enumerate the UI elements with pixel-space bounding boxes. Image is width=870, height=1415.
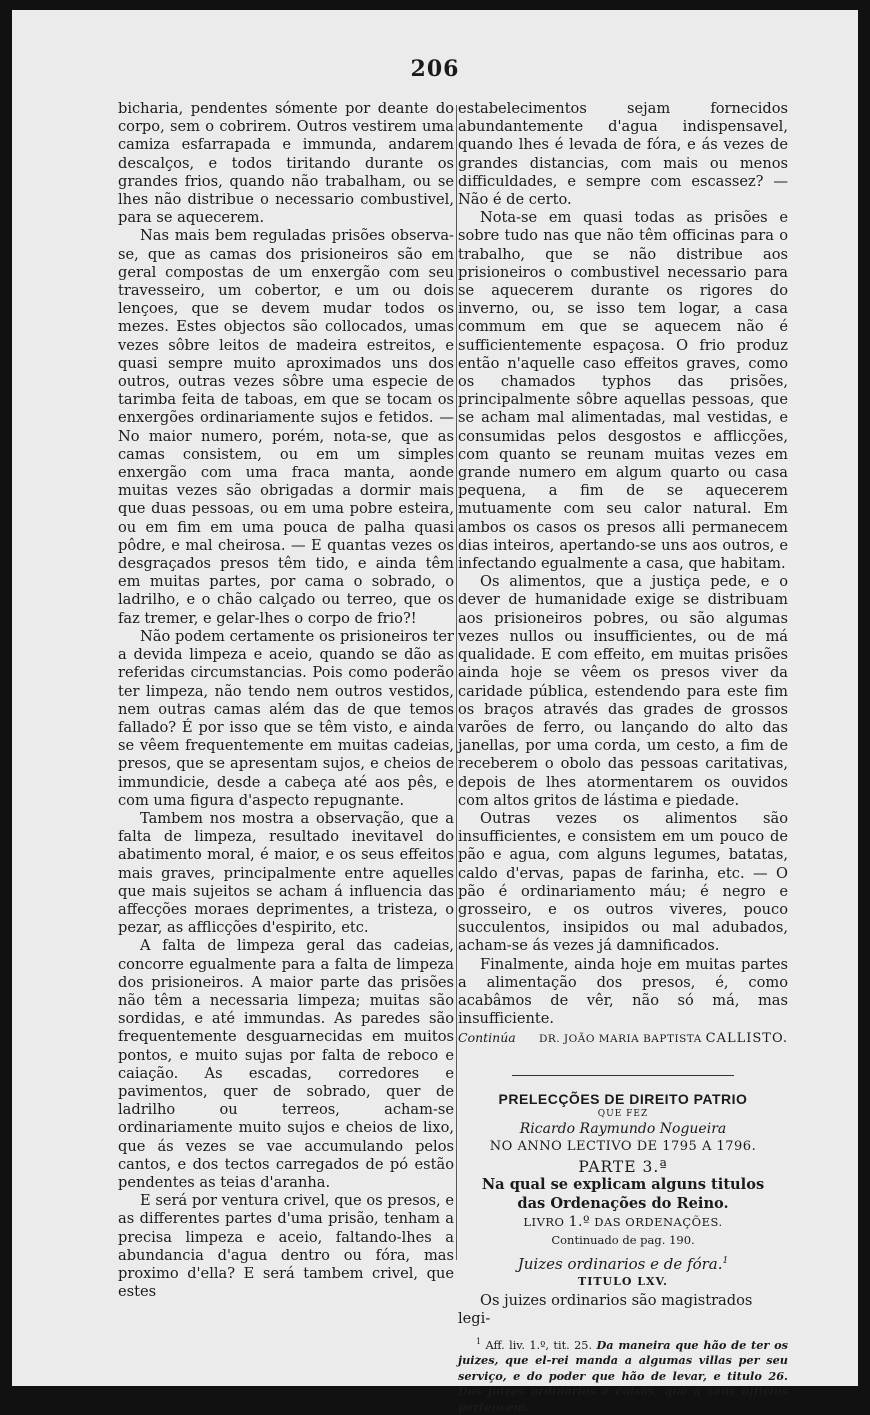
book-line <box>458 1213 788 1231</box>
footnote-mark: 1 <box>476 1337 482 1346</box>
left-column <box>118 100 454 1301</box>
paragraph: Outras vezes os alimentos são insufficientes, e consistem em um pouco de pão e agua, com alguns legumes, batatas, caldo d'ervas, papas de farinha, etc. — O pão é ordinariamento máu; é negro e grosseiro, e os outros viveres, pouco succulentos, insipidos ou mal adubados, acham-se ás vezes já damnificados. <box>458 809 788 955</box>
article-signature <box>458 1029 788 1048</box>
paragraph: estabelecimentos sejam fornecidos abundantemente d'agua indispensavel, quando lhes é levada de fóra, e ás vezes de grandes distancias, com mais ou menos difficuldades, e sempre com escassez? — Não é de certo. <box>458 100 788 209</box>
juizes-text: Juizes ordinarios e de fóra. <box>517 1255 723 1274</box>
titulo-heading: TITULO LXV. <box>578 1275 668 1289</box>
livro-suffix: DAS ORDENAÇÕES. <box>594 1214 723 1229</box>
right-column <box>458 100 788 1415</box>
continua-label: Continúa <box>458 1030 516 1046</box>
section-separator <box>512 1075 734 1076</box>
section-author: Ricardo Raymundo Nogueira <box>519 1120 727 1137</box>
author-prefix: DR. JOÃO MARIA BAPTISTA <box>538 1033 702 1046</box>
continued-note: Continuado de pag. 190. <box>551 1232 695 1247</box>
paragraph: Finalmente, ainda hoje em muitas partes a alimentação dos presos, é, como acabâmos de vêr, não só má, mas insufficiente. <box>458 955 788 1028</box>
paragraph: Nas mais bem reguladas prisões observa-se, que as camas dos prisioneiros são em geral compostas de um enxergão com seu travesseiro, um cobertor, e um ou dois lençoes, que se devem mudar todos os mezes. Estes objectos são collocados, umas vezes sôbre leitos de madeira estreitos, e quasi sempre muito aproximados uns dos outros, outras vezes sôbre uma especie de tarimba feita de taboas, em que se tocam os enxergões ordinariamente sujos e fetidos. — No maior numero, porém, nota-se, que as camas consistem, ou em um simples enxergão com uma fraca manta, aonde muitas vezes são obrigadas a dormir mais que duas pessoas, ou em uma pobre esteira, ou em fim em uma pouca de palha quasi pôdre, e mal cheirosa. — E quantas vezes os desgraçados presos têm tido, e ainda têm em muitas partes, por cama o sobrado, o ladrilho, e o chão calçado ou terreo, que os faz tremer, e gelar-lhes o corpo de frio?! <box>118 227 454 627</box>
author-surname: CALLISTO. <box>705 1031 788 1047</box>
footnote-text: Da maneira que hão de ter os juizes, que el-rei manda a algumas villas per seu serviço, e do poder que hão de levar, e titulo 26. Dos juizes ordinarios e coisas, que a seus officios pertencem. <box>458 1337 789 1414</box>
paragraph: Tambem nos mostra a observação, que a falta de limpeza, resultado inevitavel do abatimento moral, é maior, e os seus effeitos mais graves, principalmente entre aquelles que mais sujeitos se acham á influencia das affecções moraes deprimentes, a tristeza, o pezar, as afflicções d'espirito, etc. <box>118 809 454 937</box>
footnote-reference: Aff. liv. 1.º, tit. 25. <box>485 1338 593 1352</box>
part-subtitle-1: Na qual se explicam alguns titulos <box>481 1176 765 1194</box>
paragraph: bicharia, pendentes sómente por deante do corpo, sem o cobrirem. Outros vestirem uma camiza esfarrapada e immunda, andarem descalços, e todos tiritando durante os grandes frios, quando não trabalham, ou se lhes não distribue o necessario combustivel, para se aquecerem. <box>118 100 454 227</box>
part-heading: PARTE 3.ª <box>578 1158 668 1177</box>
paragraph: E será por ventura crivel, que os presos, e as differentes partes d'uma prisão, tenham a precisa limpeza e aceio, faltando-lhes a abundancia d'agua dentro ou fóra, mas proximo d'ella? E será tambem crivel, que estes <box>118 1192 454 1301</box>
section-body: Os juizes ordinarios são magistrados legi- <box>458 1291 753 1327</box>
column-divider <box>456 105 457 1260</box>
newspaper-page <box>12 10 858 1414</box>
paragraph: A falta de limpeza geral das cadeias, concorre egualmente para a falta de limpeza dos prisioneiros. A maior parte das prisões não têm a necessaria limpeza; muitas são sordidas, e até immundas. As paredes são frequentemente desguarnecidas em muitos pontos, e muito sujas por falta de reboco e caiação. As escadas, corredores e pavimentos, quer de sobrado, quer de ladrilho ou terreos, acham-se ordinariamente muito sujos e cheios de lixo, que ás vezes se vae accumulando pelos cantos, e dos tectos carregados de pó estão pendentes as teias d'aranha. <box>118 937 454 1191</box>
juizes-heading <box>458 1252 788 1273</box>
page-number: 206 <box>410 56 460 82</box>
livro-number: 1.º <box>568 1213 591 1230</box>
footnote-ref: 1 <box>722 1256 729 1267</box>
part-subtitle-2: das Ordenações do Reino. <box>517 1194 729 1212</box>
author-name <box>539 1030 788 1048</box>
paragraph: Os alimentos, que a justiça pede, e o dever de humanidade exige se distribuam aos prisioneiros pobres, ou são algumas vezes nullos ou insufficientes, ou de má qualidade. E com effeito, em muitas prisões ainda hoje se vêem os presos viver da caridade pública, estendendo para este fim os braços através das grades de grossos varões de ferro, ou lançando do alto das janellas, por uma corda, um cesto, a fim de receberem o obolo das pessoas caritativas, depois de lhes atormentarem os ouvidos com altos gritos de lástima e piedade. <box>458 573 788 809</box>
section-title: PRELECÇÕES DE DIREITO PATRIO <box>498 1090 748 1107</box>
livro-prefix: LIVRO <box>523 1214 565 1229</box>
footnote <box>458 1334 788 1415</box>
paragraph: Nota-se em quasi todas as prisões e sobre tudo nas que não têm officinas para o trabalho, que se não distribue aos prisioneiros o combustivel necessario para se aquecerem durante os rigores do inverno, ou, se isso tem logar, a casa commum em que se aquecem não é sufficientemente espaçosa. O frio produz então n'aquelle caso effeitos graves, como os chamados typhos das prisões, principalmente sôbre aquellas pessoas, que se acham mal alimentadas, mal vestidas, e consumidas pelos desgostos e afflicções, com quanto se reunam muitas vezes em grande numero em algum quarto ou casa pequena, a fim de se aquecerem mutuamente com seu calor natural. Em ambos os casos os presos alli permanecem dias inteiros, apertando-se uns aos outros, e infectando egualmente a casa, que habitam. <box>458 209 788 573</box>
paragraph: Não podem certamente os prisioneiros ter a devida limpeza e aceio, quando se dão as referidas circumstancias. Pois como poderão ter limpeza, não tendo nem outros vestidos, nem outras camas além das de que temos fallado? É por isso que se têm visto, e ainda se vêem frequentemente em muitas cadeias, presos, que se apresentam sujos, e cheios de immundicie, desde a cabeça até aos pês, e com uma figura d'aspecto repugnante. <box>118 627 454 809</box>
que-fez-label: QUE FEZ <box>597 1108 649 1119</box>
academic-year: NO ANNO LECTIVO DE 1795 A 1796. <box>489 1138 757 1154</box>
